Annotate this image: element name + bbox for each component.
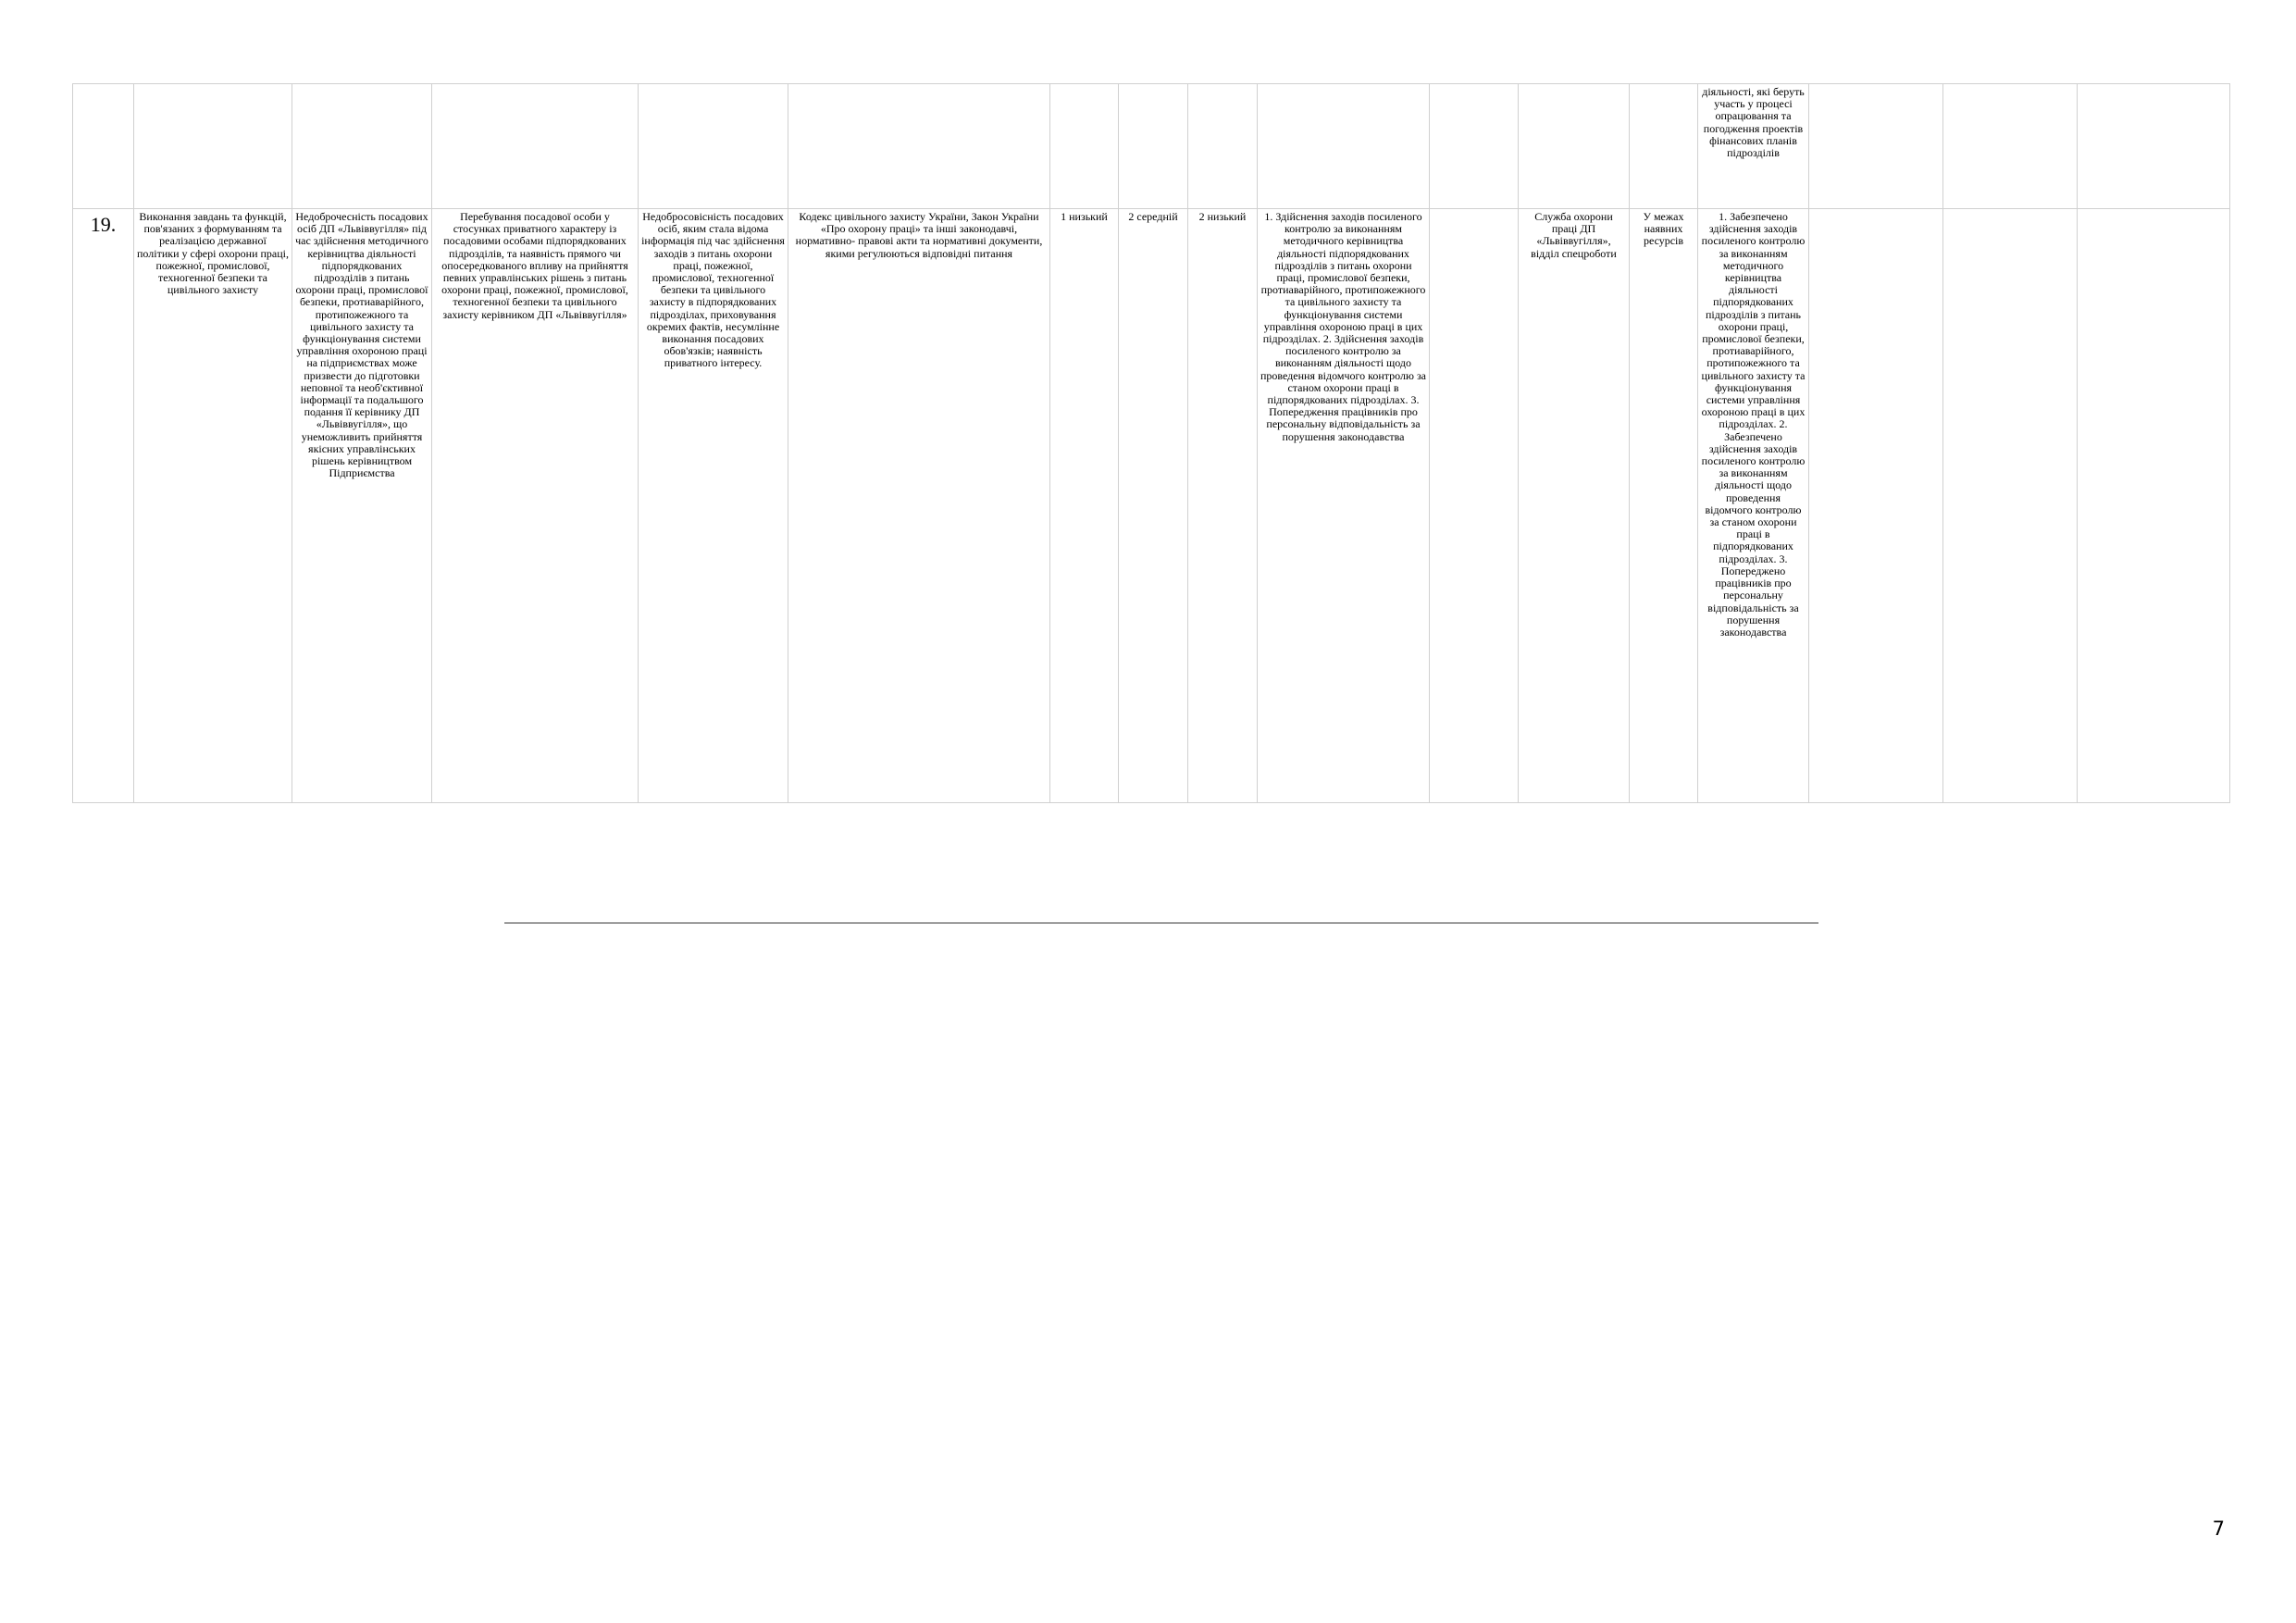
risk-table	[72, 83, 2230, 803]
cell-preconditions: Перебування посадової особи у стосунках приватного характеру із посадовими особами підпорядкованих підрозділів, та наявність прямого чи опосередкованого впливу на прийняття певних управлінських рішень з питань охорони праці, пожежної, промислової, техногенної безпеки та цивільного захисту керівником ДП «Львіввугілля»	[432, 209, 639, 803]
page-number: 7	[2212, 1518, 2225, 1540]
cell-resources: У межах наявних ресурсів	[1630, 209, 1698, 803]
cell	[1119, 84, 1188, 209]
cell	[2078, 84, 2230, 209]
cell-deadline	[1430, 209, 1519, 803]
cell	[639, 84, 788, 209]
cell	[788, 84, 1050, 209]
cell-function: Виконання завдань та функцій, пов'язаних з формуванням та реалізацією державної політики у сфері охорони праці, пожежної, промислової, техногенної безпеки та цивільного захисту	[134, 209, 292, 803]
cell	[1258, 84, 1430, 209]
cell	[1050, 84, 1119, 209]
cell	[1188, 84, 1258, 209]
cell-risk: Недоброчесність посадових осіб ДП «Львіввугілля» під час здійснення методичного керівництва діяльності підпорядкованих підрозділів з питань охорони праці, промислової безпеки, протиаварійного, протипожежного та цивільного захисту та функціонування системи управління охороною праці на підприємствах може призвести до підготовки неповної та необ'єктивної інформації та подальшого подання її керівнику ДП «Львіввугілля», що унеможливить прийняття якісних управлінських рішень керівництвом Підприємства	[292, 209, 432, 803]
cell-responsible: Служба охорони праці ДП «Львіввугілля», відділ спецроботи	[1519, 209, 1630, 803]
cell	[432, 84, 639, 209]
cell-priority: 2 низький	[1188, 209, 1258, 803]
cell	[73, 84, 134, 209]
cell-extra-1	[1809, 209, 1943, 803]
cell	[1809, 84, 1943, 209]
cell	[1430, 84, 1519, 209]
cell-extra-3	[2078, 209, 2230, 803]
cell-probability: 1 низький	[1050, 209, 1119, 803]
cell-impact: 2 середній	[1119, 209, 1188, 803]
cell-extra-2	[1943, 209, 2078, 803]
cell	[292, 84, 432, 209]
cell-expected-result: 1. Забезпечено здійснення заходів посиленого контролю за виконанням методичного керівництва діяльності підпорядкованих підрозділів з питань охорони праці, промислової безпеки, протиаварійного, протипожежного та цивільного захисту та функціонування системи управління охороною праці в цих підрозділах. 2. Забезпечено здійснення заходів посиленого контролю за виконанням діяльності щодо проведення відомчого контролю за станом охорони праці в підпорядкованих підрозділах. 3. Попереджено працівників про персональну відповідальність за порушення законодавства	[1698, 209, 1809, 803]
table-row-continuation	[73, 84, 2230, 209]
cell	[1630, 84, 1698, 209]
cell-expected-result-continued: діяльності, які беруть участь у процесі опрацювання та погодження проектів фінансових планів підрозділів	[1698, 84, 1809, 209]
cell	[1519, 84, 1630, 209]
cell-measures: 1. Здійснення заходів посиленого контролю за виконанням методичного керівництва діяльності підпорядкованих підрозділів з питань охорони праці, промислової безпеки, протиаварійного, протипожежного та цивільного захисту та функціонування системи управління охороною праці в цих підрозділах. 2. Здійснення заходів посиленого контролю за виконанням діяльності щодо проведення відомчого контролю за станом охорони праці в підпорядкованих підрозділах. 3. Попередження працівників про персональну відповідальність за порушення законодавства	[1258, 209, 1430, 803]
cell-legislation: Кодекс цивільного захисту України, Закон України «Про охорону праці» та інші законодавчі, нормативно- правові акти та нормативні документи, якими регулюються відповідні питання	[788, 209, 1050, 803]
row-number: 19.	[73, 209, 134, 803]
table-row-19	[73, 209, 2230, 803]
cell	[134, 84, 292, 209]
cell	[1943, 84, 2078, 209]
cell-consequences: Недобросовісність посадових осіб, яким стала відома інформація під час здійснення заходів з питань охорони праці, пожежної, промислової, техногенної безпеки та цивільного захисту в підпорядкованих підрозділах, приховування окремих фактів, несумлінне виконання посадових обов'язків; наявність приватного інтересу.	[639, 209, 788, 803]
